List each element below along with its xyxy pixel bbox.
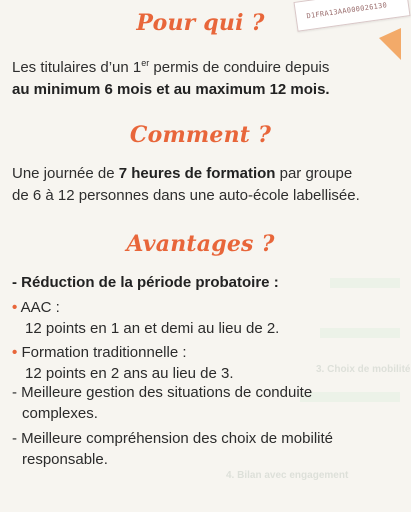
bullet-dot: • [12,344,18,361]
ghost-text: 4. Bilan avec engagement [226,470,349,481]
ghost-bar [330,278,400,288]
ghost-bar [320,328,400,338]
heading-comment: Comment ? [129,122,272,148]
pour-qui-text [12,52,392,101]
item-gestion-line-1: - Meilleure gestion des situations de conduite [12,384,313,401]
ghost-bar [300,392,400,402]
item-mobilite-line-2: responsable. [22,451,108,468]
aac-detail: 12 points en 1 an et demi au lieu de 2. [25,320,280,337]
bullet-traditionnelle: • Formation traditionnelle : [12,344,187,361]
traditionnelle-detail: 12 points en 2 ans au lieu de 3. [25,365,234,382]
ghost-text: 3. Choix de mobilité [316,364,411,375]
pour-qui-line-1: Les titulaires d’un 1er permis de conduire depuis [12,58,330,76]
bullet-aac: • AAC : [12,299,60,316]
avantages-subtitle: - Réduction de la période probatoire : [12,274,279,291]
heading-pour-qui: Pour qui ? [136,10,265,36]
item-gestion-line-2: complexes. [22,405,98,422]
license-number: D1FRA13AA000026130 [306,1,388,21]
bullet-dot: • [12,299,18,316]
heading-avantages: Avantages ? [126,231,275,257]
comment-line-1: Une journée de 7 heures de formation par groupe [12,165,353,182]
comment-line-2: de 6 à 12 personnes dans une auto-école labellisée. [12,187,360,204]
item-mobilite-line-1: - Meilleure compréhension des choix de mobilité [12,430,333,447]
comment-text [12,163,392,207]
pour-qui-line-2: au minimum 6 mois et au maximum 12 mois. [12,81,330,98]
